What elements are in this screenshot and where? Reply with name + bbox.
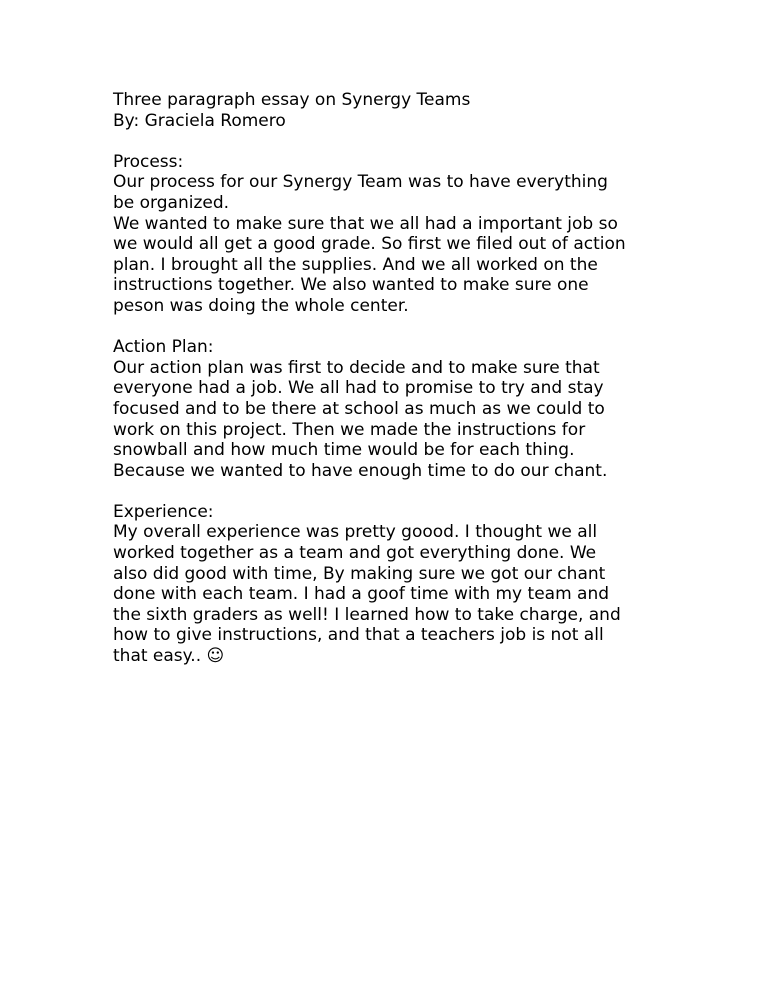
- paragraph-line: Our process for our Synergy Team was to have everything: [113, 172, 608, 193]
- paragraph-line: done with each team. I had a goof time with my team and: [113, 584, 610, 605]
- paragraph-line: that easy.. ☺: [113, 646, 225, 667]
- paragraph-line: We wanted to make sure that we all had a important job so: [113, 213, 618, 234]
- section-heading: Process:: [113, 151, 184, 172]
- paragraph-line: also did good with time, By making sure we got our chant: [113, 563, 606, 584]
- paragraph-line: peson was doing the whole center.: [113, 295, 409, 316]
- paragraph-line: Our action plan was first to decide and to make sure that: [113, 357, 600, 378]
- paragraph-line: work on this project. Then we made the instructions for: [113, 419, 586, 440]
- paragraph-line: focused and to be there at school as much as we could to: [113, 398, 605, 419]
- paragraph-line: how to give instructions, and that a teachers job is not all: [113, 625, 604, 646]
- paragraph-line: everyone had a job. We all had to promise to try and stay: [113, 378, 604, 399]
- section-heading: Action Plan:: [113, 337, 214, 358]
- section-heading: Experience:: [113, 501, 214, 522]
- essay-title: Three paragraph essay on Synergy Teams: [113, 90, 471, 110]
- section-experience: [113, 502, 643, 667]
- paragraph-spacer: [113, 317, 643, 338]
- paragraph-line: we would all get a good grade. So first we filed out of action: [113, 234, 626, 255]
- paragraph-spacer: [113, 131, 643, 152]
- paragraph-line: worked together as a team and got everything done. We: [113, 543, 597, 564]
- paragraph-line: the sixth graders as well! I learned how to take charge, and: [113, 604, 621, 625]
- paragraph-line: snowball and how much time would be for each thing.: [113, 440, 575, 461]
- paragraph-line: instructions together. We also wanted to make sure one: [113, 275, 589, 296]
- paragraph-line: Because we wanted to have enough time to do our chant.: [113, 460, 608, 481]
- paragraph-spacer: [113, 481, 643, 502]
- paragraph-line: My overall experience was pretty goood. I thought we all: [113, 522, 598, 543]
- essay-author: By: Graciela Romero: [113, 110, 286, 131]
- section-action-plan: [113, 337, 643, 481]
- essay-body: [113, 90, 643, 667]
- paragraph-line: plan. I brought all the supplies. And we all worked on the: [113, 254, 598, 275]
- paragraph-line: be organized.: [113, 192, 230, 213]
- section-process: [113, 152, 643, 317]
